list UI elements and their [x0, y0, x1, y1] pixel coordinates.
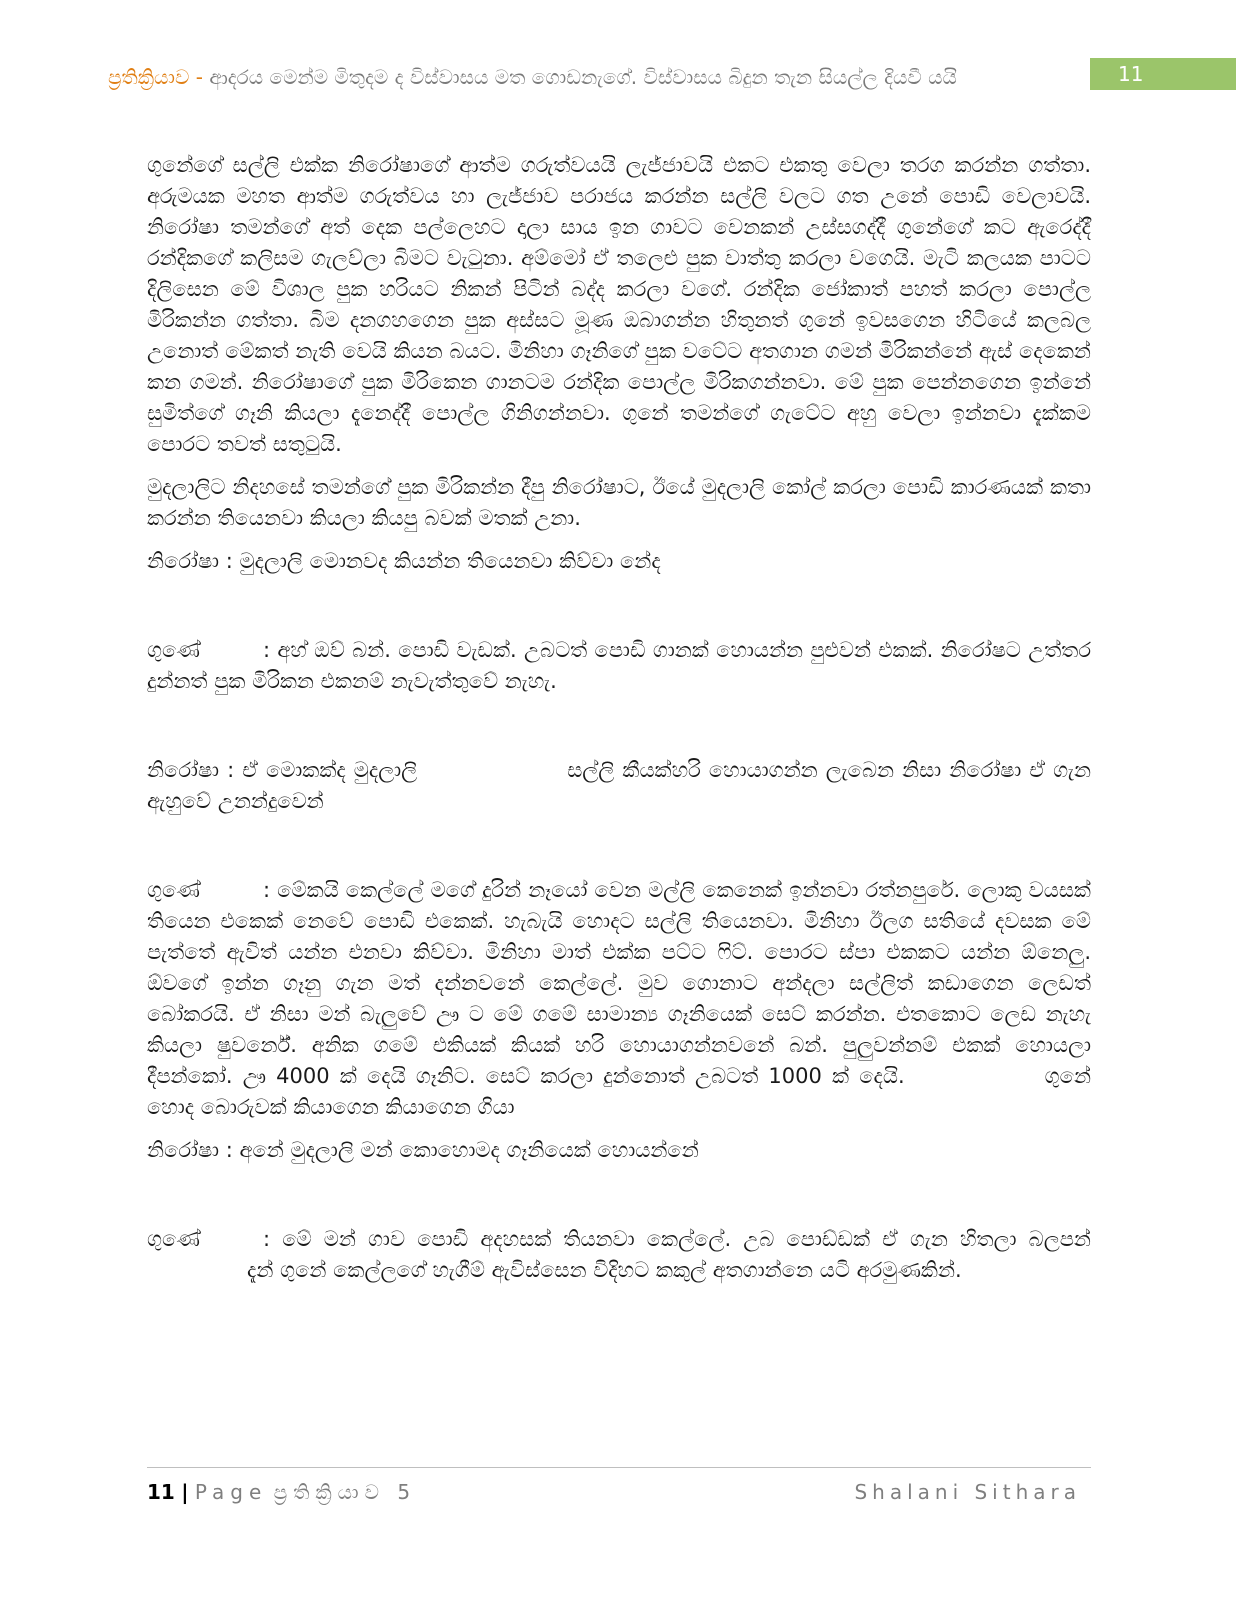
- dialogue-text: : මුදලාලි මොනවද කියන්න තියෙනවා කිව්වා නේද: [225, 549, 661, 573]
- footer-page-number: 11: [147, 1480, 175, 1504]
- footer-divider: [147, 1467, 1091, 1468]
- dialogue-line: [147, 546, 1091, 577]
- page-body: [147, 150, 1091, 1286]
- dialogue-line: [147, 635, 1091, 697]
- header-page-number: 11: [1090, 58, 1236, 90]
- dialogue-line: [147, 1224, 1091, 1286]
- running-header: [108, 62, 1083, 92]
- paragraph-2: මුදලාලිට නිදහසේ තමන්ගේ පුක මිරිකන්න දීපු නිරෝෂාට, ඊයේ මුදලාලි කෝල් කරලා පොඩි කාරණයක් කතා කරන්න තියෙනවා කියලා කියපු බවක් මතක් උනා.: [147, 475, 1091, 530]
- book-tagline: ආදරය මෙන්ම මිතුදම ද විස්වාසය මත ගොඩනැගේ. විස්වාසය බිදුන තැන සියල්ල දියවී යයි: [209, 65, 957, 89]
- narration-text: ගුනේ හොද බොරුවක් කියාගෙන කියාගෙන ගියා: [147, 1064, 1091, 1119]
- speaker-name: නිරෝෂා: [147, 758, 220, 782]
- speaker-name: ගුණේ: [147, 878, 200, 902]
- speaker-name: නිරෝෂා: [147, 549, 220, 573]
- narration-text: දැන් ගුනේ කෙල්ලගේ හැගීම් ඇවිස්සෙන විදිහට කකුල් අතගාන්නෙ යටි අරමුණකින්.: [247, 1258, 962, 1282]
- book-title: ප්‍රතික්‍රියාව: [108, 65, 190, 89]
- speaker-name: ගුණේ: [147, 1227, 200, 1251]
- dialogue-line: [147, 1135, 1091, 1166]
- footer-book-title: ප්‍රතික්‍රියාව 5: [273, 1480, 417, 1504]
- dialogue-text: : ඒ මොකක්ද මුදලාලි: [227, 758, 418, 782]
- footer-page-label: Page: [194, 1480, 268, 1504]
- dialogue-line: [147, 875, 1091, 1123]
- speaker-name: ගුණේ: [147, 638, 200, 662]
- footer-separator: |: [181, 1480, 189, 1504]
- dialogue-line: [147, 755, 1091, 817]
- page-footer: [147, 1475, 1091, 1509]
- footer-author: Shalani Sithara: [854, 1480, 1081, 1504]
- header-dash: -: [189, 65, 210, 89]
- dialogue-text: : අනේ මුදලාලි මන් කොහොමද ගෑනියෙක් හොයන්නේ: [225, 1138, 699, 1162]
- dialogue-text: : අහ් ඔව් බන්. පොඩි වැඩක්. උබටත් පොඩි ගානක් හොයන්න පුළුවන් එකක්. නිරෝෂට උත්තර දුන්නත් පුක මිරිකන එකනම් නැවැත්තුවේ නැහැ.: [147, 638, 1091, 693]
- dialogue-text: : මේ මන් ගාව පොඩි අදහසක් තියනවා කෙල්ලේ. උබ පොඩ්ඩක් ඒ ගැන හිතලා බලපන්: [263, 1227, 1091, 1251]
- dialogue-text: : මේකයි කෙල්ලේ මගේ දුරින් නෑයෝ වෙන මල්ලි කෙනෙක් ඉන්නවා රත්නපුරේ. ලොකු වයසක් තියෙන එකෙක් නෙවේ පොඩි එකෙක්. හැබැයි හොදට සල්ලි තියෙනවා. මිනිහා ඊලග සතියේ දවසක මේ පැත්තේ ඇවිත් යන්න එනවා කිව්වා. මිනිහා මාත් එක්ක පට්ට ෆිට්. පොරට ස්පා එකකට යන්න ඕනෙලු. ඕවගේ ඉන්න ගෑනු ගැන මත් දන්නවනේ කෙල්ලේ. මුව ගොනාට අන්දලා සල්ලිත් කඩාගෙන ලෙඩත් බෝකරයි. ඒ නිසා මන් බැලුවේ ඌ ට මේ ගමේ සාමාන්‍ය ගෑනියෙක් සෙට් කරන්න. එතකොට ලෙඩ නැහැ කියලා ෂුවර්නේ. අනික ගමේ එකියක් කියක් හරි හොයාගන්නවනේ බන්. පුලුවන්නම් එකක් හොයලා දීපන්කෝ. ඌ 4000 ක් දෙයි ගෑනිට. සෙට් කරලා දුන්නොත් උබටත් 1000 ක් දෙයි.: [147, 878, 1091, 1088]
- paragraph-1: ගුනේගේ සල්ලි එක්ක නිරෝෂාගේ ආත්ම ගරුත්වයයි ලැජ්ජාවයි එකට එකතු වෙලා තරග කරන්න ගත්තා. අරුමයක මහත ආත්ම ගරුත්වය හා ලැජ්ජාව පරාජය කරන්න සල්ලි වලට ගත උනේ පොඩි වෙලාවයි. නිරෝෂා තමන්ගේ අත් දෙක පල්ලෙහට දාලා සාය ඉන ගාවට වෙනකන් උස්සගද්දී ගුනේගේ කට ඇරෙද්දී රන්දිකගේ කලිසම ගැලව්ලා බිමට වැටුනා. අම්මෝ ඒ තලෙළු පුක වාත්තු කරලා වගෙයි. මැටි කලයක පාටට දිලිසෙන මේ විශාල පුක හරියට නිකන් පිටින් බද්ද කරලා වගේ. රන්දික ජෝකාත් පහත් කරලා පොල්ල මිරිකන්න ගත්තා. බිම දනගහගෙන පුක අස්සට මූණ ඔබාගන්න හිතුනත් ගුනේ ඉවසගෙන හිටියේ කලබල උනොත් මේකත් නැති වෙයි කියන බයට. මිනිහා ගෑනිගේ පුක වටේට අතගාන ගමන් මිරිකන්නේ ඇස් දෙකෙන් කන ගමන්. නිරෝෂාගේ පුක මිරිකෙන ගානටම රන්දික පොල්ල මිරිකගන්නවා. මේ පුක පෙන්නගෙන ඉන්නේ සුමිත්ගේ ගෑනි කියලා දැනෙද්දී පොල්ල ගිනිගන්නවා. ගුනේ තමන්ගේ ගැටේට අහු වෙලා ඉන්නවා දැක්කම පොරට තවත් සතුටුයි.: [147, 153, 1091, 456]
- speaker-name: නිරෝෂා: [147, 1138, 220, 1162]
- narration-text: සල්ලි කීයක්හරි හොයාගන්න ලැබෙන නිසා නිරෝෂා ඒ ගැන ඇහුවේ උනන්දුවෙන්: [147, 758, 1091, 813]
